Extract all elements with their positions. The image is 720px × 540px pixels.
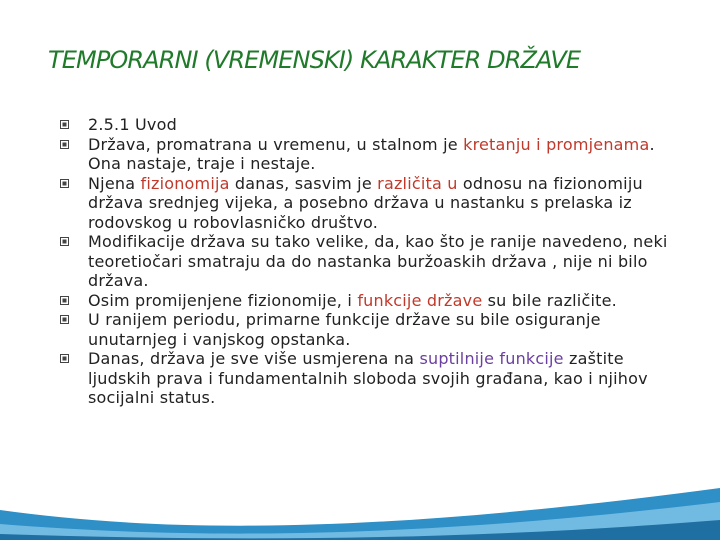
bullet-text: . Ona nastaje, traje i nestaje.: [88, 134, 655, 173]
bullet-item: [60, 174, 680, 233]
bullet-text: zaštite ljudskih prava i fundamentalnih sloboda svojih građana, kao i njihov socijalni status.: [88, 349, 648, 407]
bullet-text: Osim promijenjene fizionomije, i: [88, 290, 358, 310]
bullet-item: [60, 232, 680, 291]
bullet-text: Njena: [88, 173, 141, 193]
checkbox-square-icon: [60, 179, 69, 188]
bullet-item: [60, 349, 680, 408]
bullet-text: su bile različite.: [482, 290, 617, 310]
bullet-text: Država, promatrana u vremenu, u stalnom je: [88, 134, 464, 154]
checkbox-square-icon: [60, 296, 69, 305]
checkbox-square-icon: [60, 237, 69, 246]
highlighted-text: različita u: [377, 173, 458, 193]
highlighted-text: funkcije države: [357, 290, 483, 310]
highlighted-text: kretanju i promjenama: [463, 134, 650, 154]
bullet-text: 2.5.1 Uvod: [88, 115, 177, 134]
checkbox-square-icon: [60, 354, 69, 363]
bullet-item: [60, 135, 680, 174]
bullet-item: [60, 291, 680, 311]
highlighted-text: suptilnije funkcije: [419, 349, 564, 368]
bullet-text: Danas, država je sve više usmjerena na: [88, 349, 420, 368]
footer-wave-band: [0, 480, 720, 540]
bullet-text: danas, sasvim je: [229, 173, 378, 193]
bullet-item: [60, 115, 680, 135]
checkbox-square-icon: [60, 315, 69, 324]
slide-title: TEMPORARNI (VREMENSKI) KARAKTER DRŽAVE: [48, 46, 581, 74]
highlighted-text: fizionomija: [140, 173, 230, 193]
checkbox-square-icon: [60, 140, 69, 149]
bullet-item: [60, 310, 680, 349]
bullet-text: Modifikacije država su tako velike, da, kao što je ranije navedeno, neki teoretiočari smatraju da do nastanka buržoaskih država , nije ni bilo država.: [88, 232, 668, 290]
checkbox-square-icon: [60, 120, 69, 129]
bullet-text: odnosu na fizionomiju država srednjeg vijeka, a posebno država u nastanku s prelaska iz rodovskog u robovlasničko društvo.: [88, 173, 643, 232]
bullet-text: U ranijem periodu, primarne funkcije države su bile osiguranje unutarnjeg i vanjskog opstanka.: [88, 310, 601, 349]
bullet-list: [60, 115, 680, 408]
